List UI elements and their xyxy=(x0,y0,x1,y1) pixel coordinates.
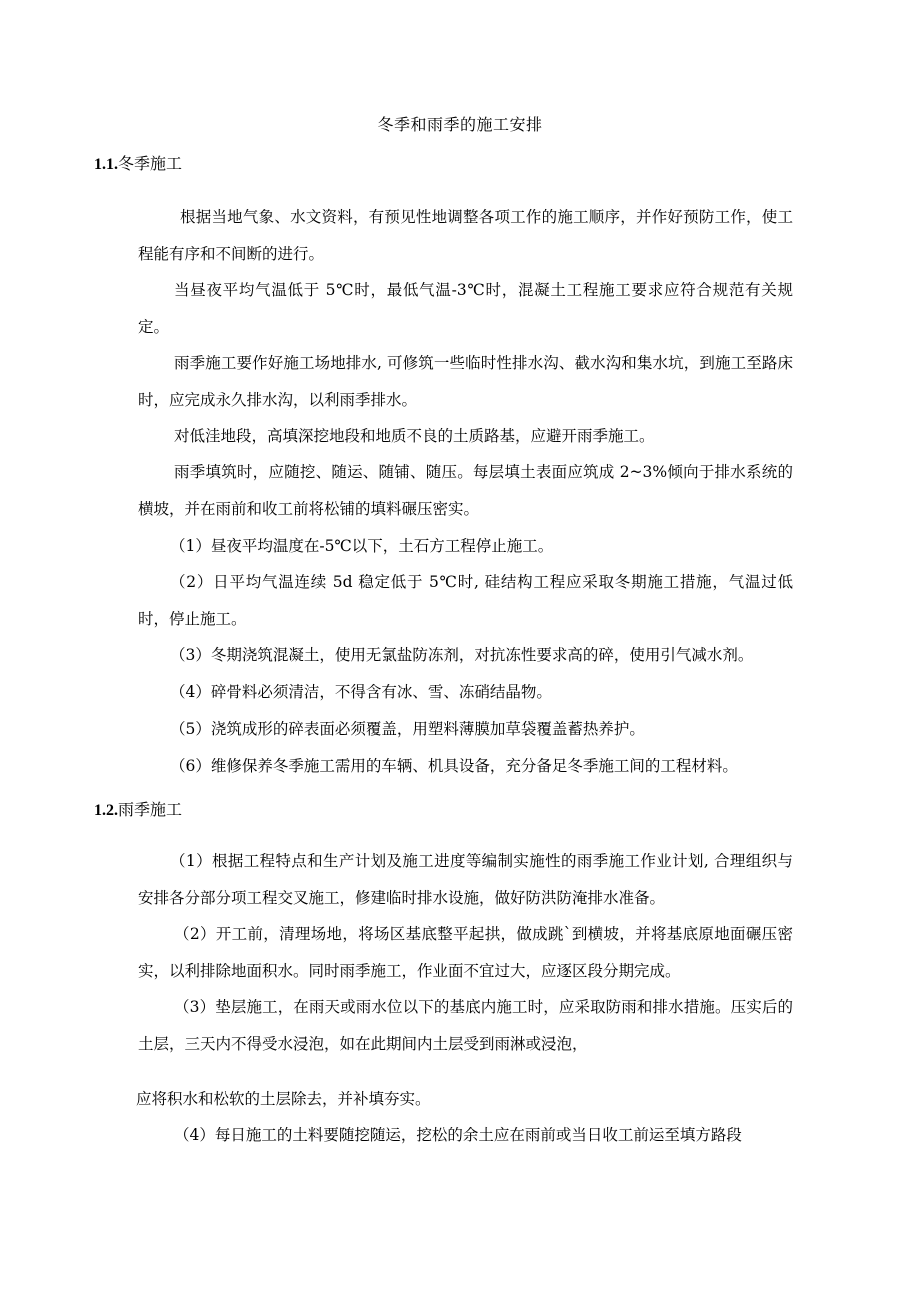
list-item: （1）根据工程特点和生产计划及施工进度等编制实施性的雨季施工作业计划, 合理组织与安排各分部分项工程交叉施工，修建临时排水设施，做好防洪防淹排水准备。 xyxy=(138,852,793,907)
paragraph: 根据当地气象、水文资料，有预见性地调整各项工作的施工顺序，并作好预防工作，使工程能有序和不间断的进行。 xyxy=(138,208,793,263)
paragraph: 应将积水和松软的土层除去，并补填夯实。 xyxy=(136,1090,431,1108)
paragraph: 对低洼地段，高填深挖地段和地质不良的土质路基，应避开雨季施工。 xyxy=(174,427,655,445)
section-heading-winter xyxy=(94,152,182,177)
list-item: （6）维修保养冬季施工需用的车辆、机具设备，充分备足冬季施工间的工程材料。 xyxy=(170,757,738,775)
list-item: （3）冬期浇筑混凝土，使用无氯盐防冻剂，对抗冻性要求高的碎，使用引气减水剂。 xyxy=(170,646,754,664)
list-item: （4）每日施工的土料要随挖随运，挖松的余土应在雨前或当日收工前运至填方路段 xyxy=(174,1126,742,1144)
list-item: （2）开工前，清理场地，将场区基底整平起拱，做成跳`到横坡，并将基底原地面碾压密实，以利排除地面积水。同时雨季施工，作业面不宜过大，应逐区段分期完成。 xyxy=(138,925,793,980)
list-item: （2）日平均气温连续 5d 稳定低于 5℃时, 硅结构工程应采取冬期施工措施，气温过低时，停止施工。 xyxy=(138,573,793,628)
paragraph: 当昼夜平均气温低于 5℃时，最低气温-3℃时，混凝土工程施工要求应符合规范有关规定。 xyxy=(138,281,793,336)
paragraph: 雨季施工要作好施工场地排水, 可修筑一些临时性排水沟、截水沟和集水坑，到施工至路床时，应完成永久排水沟，以利雨季排水。 xyxy=(138,354,793,409)
list-item: （3）垫层施工，在雨天或雨水位以下的基底内施工时，应采取防雨和排水措施。压实后的土层，三天内不得受水浸泡，如在此期间内土层受到雨淋或浸泡， xyxy=(138,998,793,1053)
list-item: （4）碎骨料必须清洁，不得含有冰、雪、冻硝结晶物。 xyxy=(170,683,552,701)
section-number: 1.1. xyxy=(94,156,118,173)
section-number: 1.2. xyxy=(94,802,118,819)
paragraph: 雨季填筑时，应随挖、随运、随铺、随压。每层填土表面应筑成 2~3%倾向于排水系统的横坡，并在雨前和收工前将松铺的填料碾压密实。 xyxy=(138,463,793,518)
page-title: 冬季和雨季的施工安排 xyxy=(377,115,543,134)
list-item: （5）浇筑成形的碎表面必须覆盖，用塑料薄膜加草袋覆盖蓄热养护。 xyxy=(170,720,645,738)
section-title: 雨季施工 xyxy=(118,800,183,819)
list-item: （1）昼夜平均温度在-5℃以下，土石方工程停止施工。 xyxy=(170,537,554,555)
section-heading-rainy xyxy=(94,798,182,823)
section-title: 冬季施工 xyxy=(118,154,183,173)
